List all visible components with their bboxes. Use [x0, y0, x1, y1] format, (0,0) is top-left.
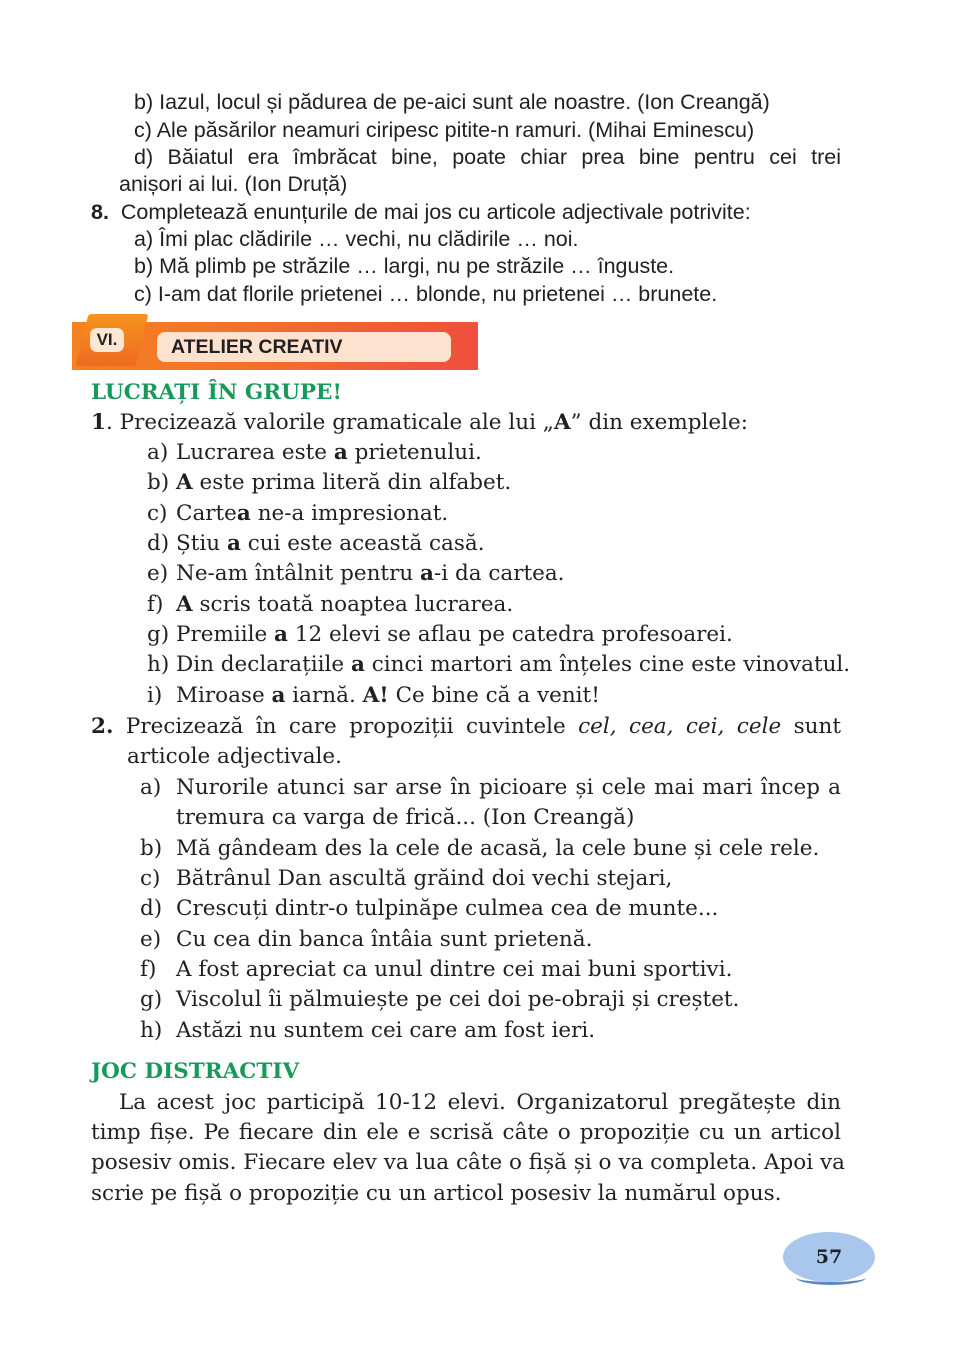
- exercise-1-item: [147, 468, 511, 498]
- exercise-2-prompt: [91, 712, 841, 742]
- exercise-1-item: [147, 529, 485, 559]
- game-paragraph-line: La acest joc participă 10-12 elevi. Organizatorul pregătește din: [119, 1090, 841, 1115]
- exercise-8-item: a) Îmi plac clădirile … vechi, nu clădirile … noi.: [134, 227, 579, 251]
- exercise-1-item: [147, 559, 565, 589]
- example-d-continuation: anișori ai lui. (Ion Druță): [119, 172, 348, 196]
- example-b-line: b) Iazul, locul și pădurea de pe-aici sunt ale noastre. (Ion Creangă): [134, 90, 770, 114]
- exercise-2-item-label: g): [140, 987, 163, 1012]
- item-text: Din declarațiile: [176, 652, 351, 677]
- exercise-1-text: . Precizează valorile gramaticale ale lui „: [105, 410, 554, 435]
- exercise-2-item: Cu cea din banca întâia sunt prietenă.: [176, 927, 593, 952]
- item-label: e): [147, 561, 169, 586]
- item-label: b): [147, 470, 170, 495]
- exercise-2-item-label: c): [140, 866, 161, 891]
- exercise-2-item: Nurorile atunci sar arse în picioare și cele mai mari încep a: [176, 775, 841, 800]
- exercise-8-text: Completează enunțurile de mai jos cu articole adjectivale potrivite:: [120, 200, 751, 224]
- exercise-2-item-label: b): [140, 836, 163, 861]
- group-heading: LUCRAȚI ÎN GRUPE!: [91, 380, 342, 405]
- item-text: ne-a impresionat.: [250, 501, 449, 526]
- page-number: 57: [783, 1232, 875, 1282]
- exercise-1-item: [147, 650, 850, 680]
- exercise-8-prompt: [91, 198, 751, 226]
- exercise-2-item-label: d): [140, 896, 163, 921]
- item-text: cinci martori am înțeles cine este vinovatul.: [364, 652, 851, 677]
- example-d-line: d) Băiatul era îmbrăcat bine, poate chiar prea bine pentru cei trei: [134, 145, 841, 169]
- exercise-2-item-label: a): [140, 775, 162, 800]
- exercise-2-item-label: f): [140, 957, 157, 982]
- exercise-8-number: 8.: [91, 200, 109, 224]
- exercise-1-item: [147, 590, 513, 620]
- exercise-1-prompt: [91, 408, 748, 438]
- exercise-1-bold: A: [553, 410, 571, 435]
- item-text: Știu: [176, 531, 227, 556]
- item-bold: A!: [362, 683, 389, 708]
- item-text: Premiile: [176, 622, 275, 647]
- exercise-1-item: [147, 438, 482, 468]
- item-text: -i da cartea.: [433, 561, 565, 586]
- item-label: f): [147, 592, 164, 617]
- exercise-1-item: [147, 620, 733, 650]
- item-text: Lucrarea este: [176, 440, 334, 465]
- exercise-2-text: Precizează în care propoziții cuvintele: [125, 714, 579, 739]
- exercise-2-item: Mă gândeam des la cele de acasă, la cele bune și cele rele.: [176, 836, 820, 861]
- item-text: Ce bine că a venit!: [388, 683, 600, 708]
- exercise-1-item: [147, 681, 600, 711]
- item-bold: a: [333, 440, 348, 465]
- item-bold: A: [176, 592, 193, 617]
- exercise-1-item: [147, 499, 448, 529]
- exercise-2-item: A fost apreciat ca unul dintre cei mai buni sportivi.: [176, 957, 733, 982]
- game-heading: JOC DISTRACTIV: [91, 1059, 300, 1084]
- item-text: 12 elevi se aflau pe catedra profesoarei.: [287, 622, 733, 647]
- section-number: VI.: [90, 328, 124, 352]
- exercise-8-item: c) I-am dat florile prietenei … blonde, nu prietenei … brunete.: [134, 282, 718, 306]
- game-paragraph-line: scrie pe fișă o propoziție cu un articol posesiv la numărul opus.: [91, 1181, 782, 1206]
- item-text: este prima literă din alfabet.: [192, 470, 512, 495]
- item-label: a): [147, 440, 169, 465]
- exercise-8-item: b) Mă plimb pe străzile … largi, nu pe străzile … înguste.: [134, 254, 675, 278]
- exercise-1-text-end: ” din exemplele:: [570, 410, 748, 435]
- item-bold: a: [226, 531, 241, 556]
- exercise-2-item: Bătrânul Dan ascultă grăind doi vechi stejari,: [176, 866, 673, 891]
- exercise-2-prompt-continuation: articole adjectivale.: [127, 744, 342, 769]
- exercise-2-item: Crescuți dintr-o tulpinăpe culmea cea de munte...: [176, 896, 719, 921]
- exercise-2-item: Astăzi nu suntem cei care am fost ieri.: [176, 1018, 596, 1043]
- item-text: scris toată noaptea lucrarea.: [192, 592, 514, 617]
- exercise-2-item: Viscolul îi pălmuiește pe cei doi pe-obraji și creștet.: [176, 987, 740, 1012]
- exercise-2-item-continuation: tremura ca varga de frică... (Ion Creangă): [176, 805, 635, 830]
- exercise-2-number: 2.: [91, 714, 114, 739]
- item-text: Carte: [176, 501, 237, 526]
- exercise-1-number: 1: [91, 410, 106, 435]
- item-text: cui este această casă.: [240, 531, 485, 556]
- item-label: h): [147, 652, 170, 677]
- item-text: prietenului.: [347, 440, 482, 465]
- item-text: Ne-am întâlnit pentru: [176, 561, 421, 586]
- item-text: iarnă.: [285, 683, 363, 708]
- item-label: d): [147, 531, 170, 556]
- item-label: c): [147, 501, 168, 526]
- item-label: i): [147, 683, 163, 708]
- section-title: ATELIER CREATIV: [157, 332, 451, 362]
- item-bold: A: [176, 470, 193, 495]
- exercise-2-item-label: h): [140, 1018, 163, 1043]
- game-paragraph-line: timp fișe. Pe fiecare din ele e scrisă câte o propoziție cu un articol: [91, 1120, 841, 1145]
- item-bold: a: [350, 652, 365, 677]
- section-banner: [72, 314, 478, 370]
- example-c-line: c) Ale păsărilor neamuri ciripesc pitite-n ramuri. (Mihai Eminescu): [134, 118, 755, 142]
- game-paragraph-line: posesiv omis. Fiecare elev va lua câte o fișă și o va completa. Apoi va: [91, 1150, 845, 1175]
- item-bold: a: [236, 501, 251, 526]
- item-label: g): [147, 622, 170, 647]
- exercise-2-item-label: e): [140, 927, 162, 952]
- item-bold: a: [271, 683, 286, 708]
- exercise-2-italic: cel, cea, cei, cele: [578, 714, 782, 739]
- item-text: Miroase: [176, 683, 272, 708]
- item-bold: a: [420, 561, 434, 586]
- item-bold: a: [274, 622, 288, 647]
- exercise-2-text-end: sunt: [781, 714, 841, 739]
